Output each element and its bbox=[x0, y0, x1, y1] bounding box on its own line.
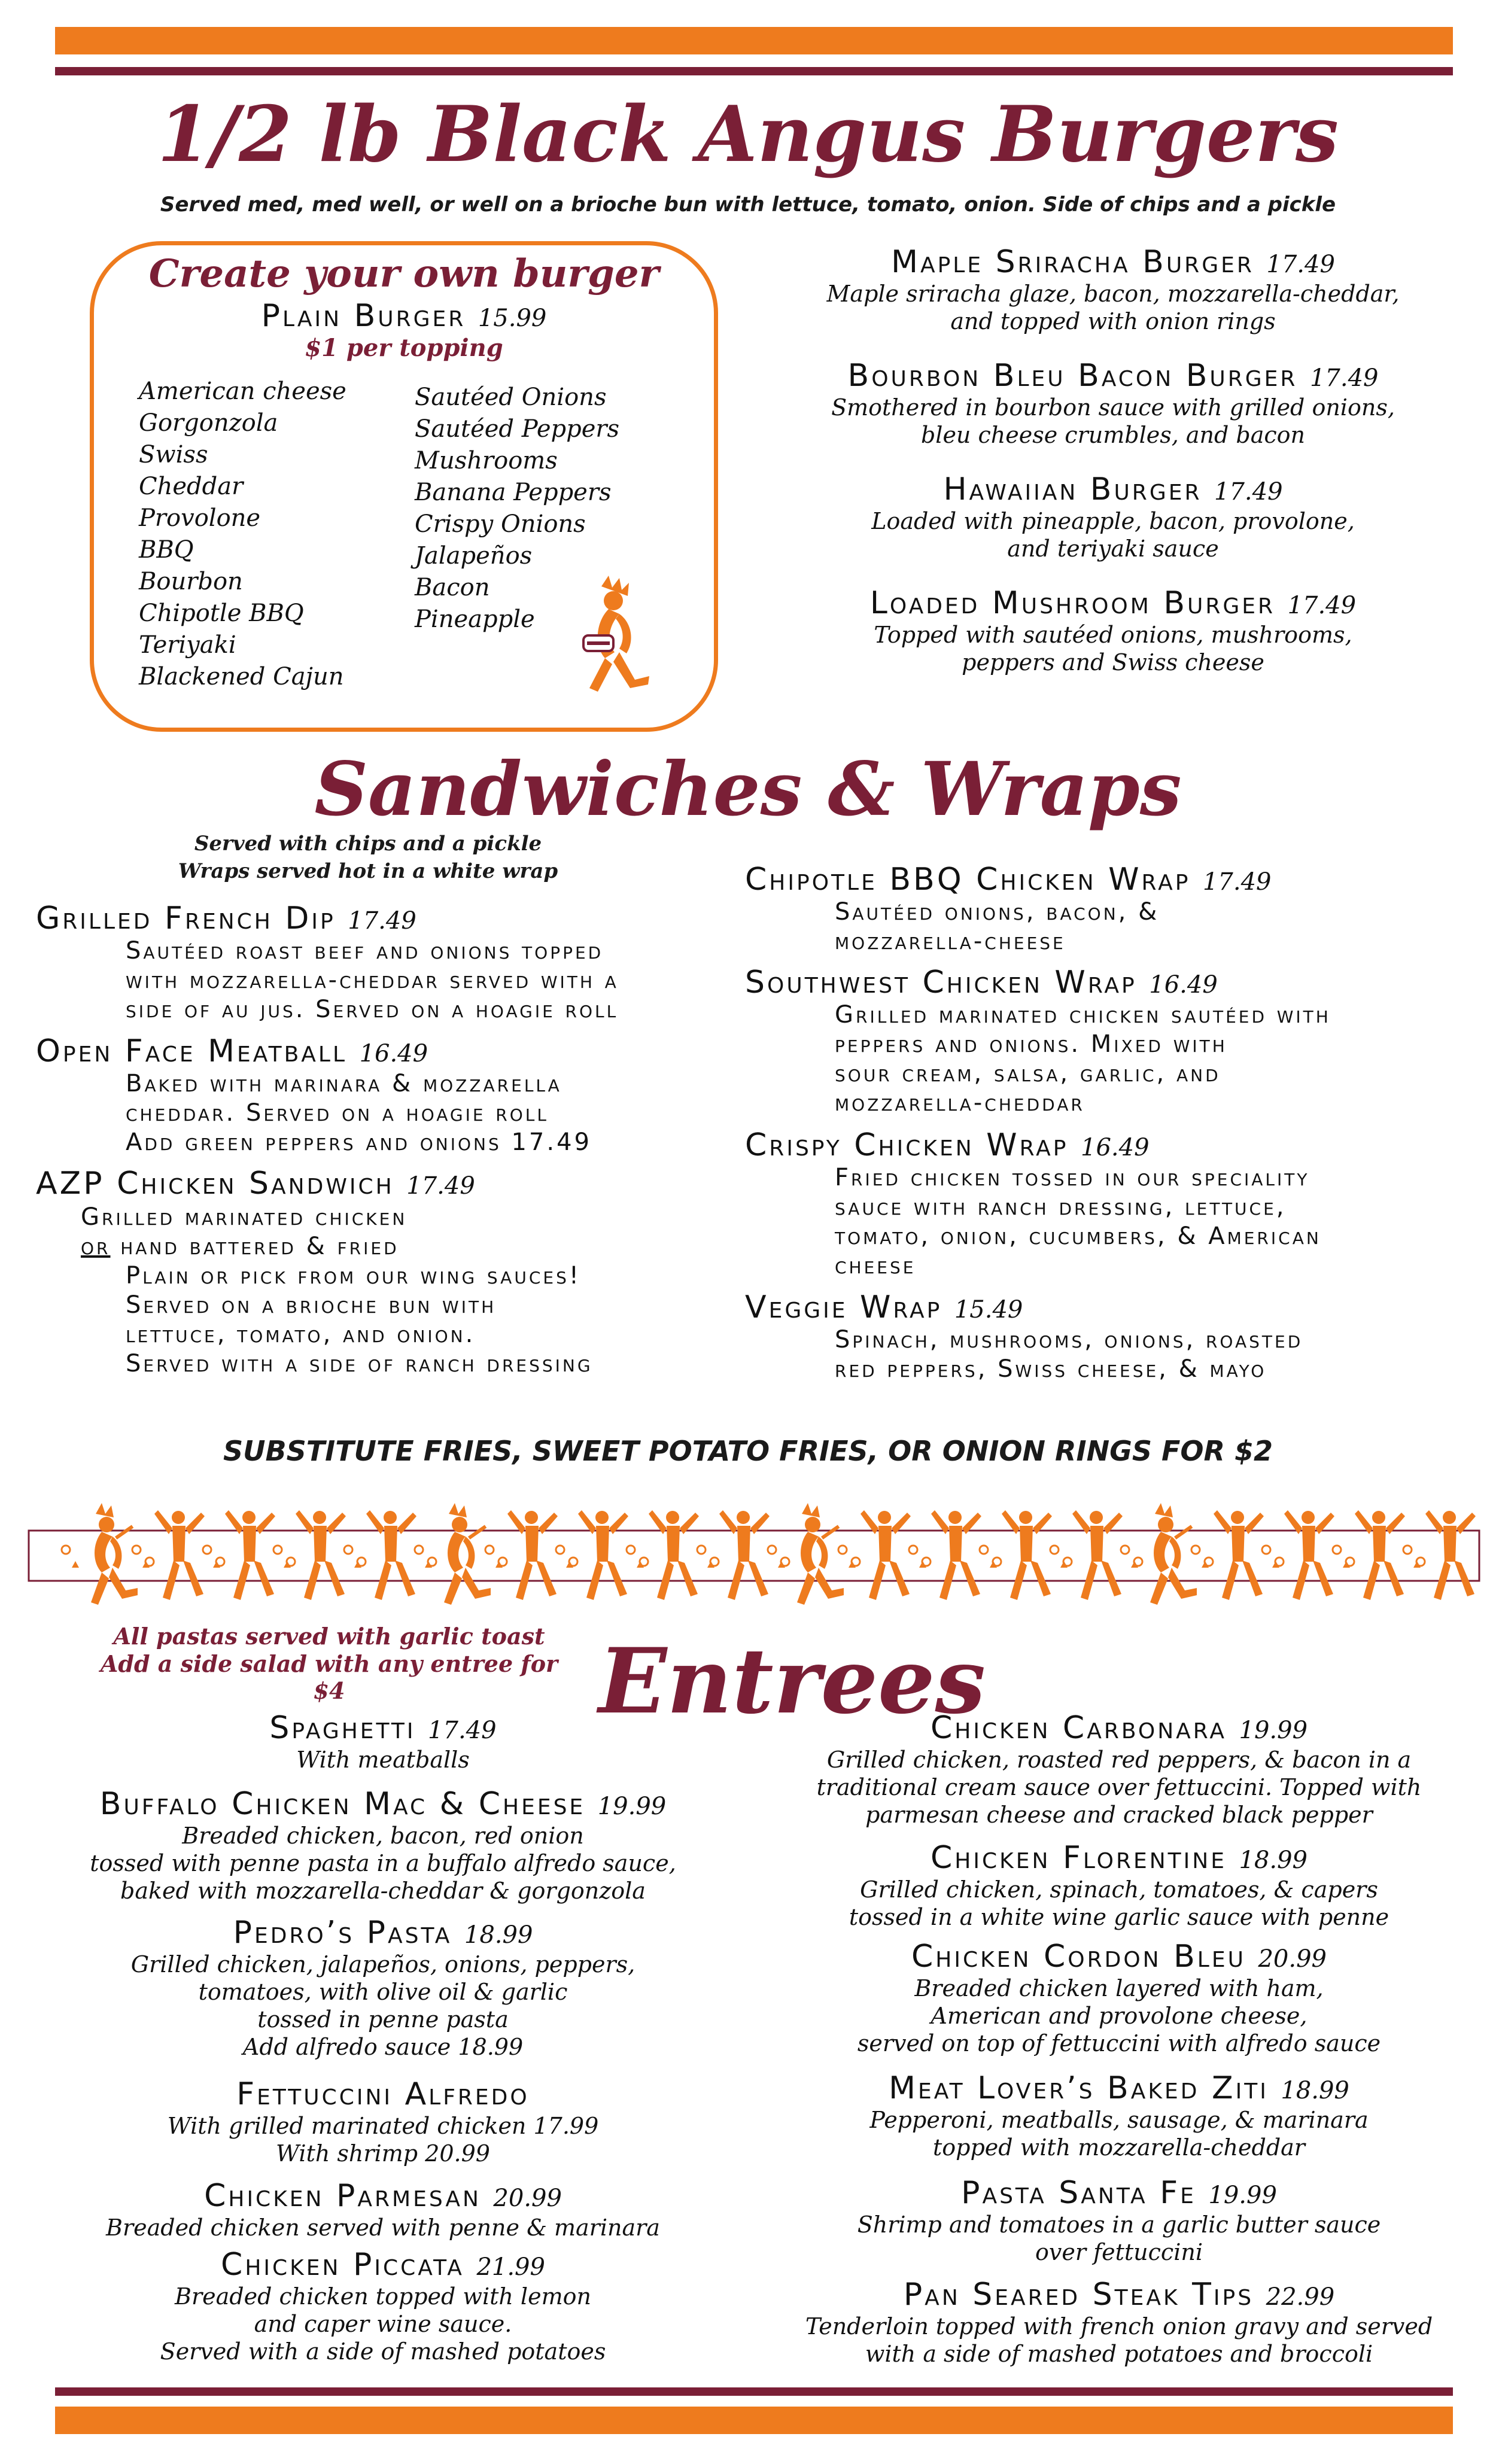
menu-item-name bbox=[745, 1289, 1303, 1325]
toppings-left-list bbox=[139, 376, 402, 693]
topping-item: Pineapple bbox=[415, 606, 535, 633]
sandwiches-note-2: Wraps served hot in a white wrap bbox=[178, 859, 558, 883]
item-desc-line: Tenderloin topped with french onion gravy and served bbox=[805, 2313, 1433, 2340]
menu-item-meat-lover-s-baked-ziti bbox=[766, 2070, 1472, 2161]
item-desc-line: baked with mozzarella-cheddar & gorgonzola bbox=[120, 1878, 646, 1904]
item-desc-line: served on top of fettuccini with alfredo sauce bbox=[857, 2030, 1381, 2057]
item-price: 18.99 bbox=[1239, 1847, 1308, 1874]
menu-item-name bbox=[766, 1939, 1472, 1975]
item-desc-line: With shrimp 20.99 bbox=[276, 2140, 490, 2167]
item-desc-line: topped with mozzarella-cheddar bbox=[933, 2134, 1305, 2161]
item-name-text: Southwest Chicken Wrap bbox=[745, 965, 1137, 1000]
menu-item-name bbox=[766, 2175, 1472, 2211]
bottom-orange-band bbox=[55, 2407, 1453, 2434]
item-desc-line: Smothered in bourbon sauce with grilled onions, bbox=[831, 394, 1395, 421]
item-price: 17.49 bbox=[1309, 364, 1379, 392]
menu-item-name bbox=[766, 2070, 1472, 2106]
menu-item-buffalo-chicken-mac-cheese bbox=[24, 1786, 742, 1905]
item-price: 20.99 bbox=[493, 2185, 562, 2212]
azp-or: or bbox=[81, 1233, 111, 1260]
item-price: 17.49 bbox=[406, 1172, 475, 1200]
item-desc-line: tomatoes, with olive oil & garlic bbox=[198, 1979, 568, 2005]
item-price: 16.49 bbox=[359, 1040, 428, 1067]
topping-item: Teriyaki bbox=[139, 631, 236, 659]
item-desc-line: Breaded chicken served with penne & marinara bbox=[106, 2214, 660, 2241]
item-desc-line: and teriyaki sauce bbox=[1007, 536, 1219, 562]
item-name-text: Pedro’s Pasta bbox=[233, 1915, 452, 1951]
item-desc-line: Add alfredo sauce 18.99 bbox=[242, 2034, 524, 2060]
item-name-text: Maple Sriracha Burger bbox=[891, 244, 1254, 280]
item-desc-line: Spinach, mushrooms, onions, roasted bbox=[835, 1326, 1303, 1353]
item-desc-line: Add green peppers and onions 17.49 bbox=[126, 1128, 592, 1156]
item-price: 15.49 bbox=[954, 1296, 1023, 1324]
item-price: 19.99 bbox=[1208, 2182, 1277, 2209]
menu-item-bourbon-bleu-bacon-burger bbox=[754, 358, 1472, 449]
burgers-title: 1/2 lb Black Angus Burgers bbox=[157, 90, 1339, 180]
item-price: 16.49 bbox=[1081, 1134, 1150, 1161]
item-desc-line: Topped with sautéed onions, mushrooms, bbox=[874, 622, 1352, 648]
topping-item: Swiss bbox=[139, 441, 208, 469]
item-price: 17.49 bbox=[1287, 592, 1357, 619]
menu-item-fettuccini-alfredo bbox=[24, 2076, 742, 2167]
item-price: 22.99 bbox=[1266, 2283, 1335, 2311]
item-desc-line: peppers and onions. Mixed with bbox=[835, 1030, 1227, 1058]
item-desc-line: Shrimp and tomatoes in a garlic butter sauce bbox=[857, 2211, 1381, 2238]
item-name-text: Chicken Piccata bbox=[221, 2247, 464, 2283]
item-desc-line: cheese bbox=[835, 1252, 916, 1279]
item-desc-line: mozzarella-cheddar bbox=[835, 1089, 1085, 1117]
item-desc-line: with a side of mashed potatoes and broccoli bbox=[865, 2341, 1373, 2367]
kokopelli-band bbox=[24, 1496, 1484, 1616]
topping-item: Banana Peppers bbox=[415, 479, 612, 506]
menu-item-chicken-parmesan bbox=[24, 2178, 742, 2241]
topping-item: Blackened Cajun bbox=[139, 663, 344, 690]
menu-item-crispy-chicken-wrap bbox=[745, 1127, 1321, 1280]
item-desc-line: bleu cheese crumbles, and bacon bbox=[920, 422, 1306, 448]
item-desc-line: sauce with ranch dressing, lettuce, bbox=[835, 1193, 1287, 1221]
menu-item-name bbox=[766, 2277, 1472, 2313]
item-name-text: Chicken Carbonara bbox=[930, 1710, 1227, 1746]
item-price: 17.49 bbox=[1214, 478, 1283, 506]
plain-burger-price: 15.99 bbox=[478, 305, 547, 332]
item-price: 20.99 bbox=[1258, 1945, 1327, 1973]
azp-desc bbox=[126, 1261, 593, 1379]
azp-line-2 bbox=[81, 1232, 593, 1261]
menu-item-name bbox=[36, 1166, 593, 1201]
entrees-title: Entrees bbox=[598, 1629, 986, 1734]
item-desc-line: tomato, onion, cucumbers, & American bbox=[835, 1222, 1321, 1250]
item-price: 16.49 bbox=[1149, 971, 1218, 999]
item-desc-line: with mozzarella-cheddar served with a bbox=[126, 966, 619, 994]
bottom-maroon-band bbox=[55, 2387, 1453, 2396]
item-name-text: Fettuccini Alfredo bbox=[236, 2076, 530, 2112]
per-topping-label: $1 per topping bbox=[305, 334, 503, 362]
item-desc-line: Maple sriracha glaze, bacon, mozzarella-cheddar, bbox=[826, 281, 1400, 307]
item-desc-line: Loaded with pineapple, bacon, provolone, bbox=[871, 508, 1355, 534]
menu-item-name bbox=[766, 1840, 1472, 1876]
item-price: 18.99 bbox=[1281, 2077, 1349, 2104]
menu-item-loaded-mushroom-burger bbox=[754, 585, 1472, 676]
item-desc-line: tossed with penne pasta in a buffalo alfredo sauce, bbox=[90, 1850, 676, 1876]
item-name-text: Bourbon Bleu Bacon Burger bbox=[847, 358, 1298, 394]
menu-item-name bbox=[24, 1786, 742, 1822]
item-desc-line: and caper wine sauce. bbox=[254, 2311, 512, 2337]
topping-item: Bacon bbox=[415, 574, 490, 601]
item-name-text: Spaghetti bbox=[269, 1710, 416, 1746]
item-name-text: AZP Chicken Sandwich bbox=[36, 1166, 394, 1201]
topping-item: Bourbon bbox=[139, 568, 243, 595]
item-name-text: Veggie Wrap bbox=[745, 1289, 942, 1325]
azp-line-1: Grilled marinated chicken bbox=[81, 1203, 408, 1231]
item-desc-line: Plain or pick from our wing sauces! bbox=[126, 1262, 581, 1289]
top-maroon-band bbox=[55, 67, 1453, 75]
menu-item-name bbox=[24, 1710, 742, 1746]
menu-item-name bbox=[754, 244, 1472, 280]
topping-item: Provolone bbox=[139, 504, 261, 532]
item-price: 19.99 bbox=[597, 1793, 667, 1820]
topping-item: Sautéed Onions bbox=[415, 384, 607, 411]
item-desc-line: and topped with onion rings bbox=[950, 308, 1276, 334]
item-desc-line: Grilled marinated chicken sautéed with bbox=[835, 1001, 1331, 1029]
azp-line-2-text: hand battered & fried bbox=[120, 1233, 399, 1260]
entrees-note-2: Add a side salad with any entree for $4 bbox=[100, 1650, 558, 1704]
item-desc-line: traditional cream sauce over fettuccini. Topped with bbox=[816, 1774, 1422, 1800]
item-desc-line: tossed in penne pasta bbox=[257, 2006, 509, 2033]
sandwiches-note-1: Served with chips and a pickle bbox=[194, 832, 542, 856]
item-price: 18.99 bbox=[464, 1921, 533, 1949]
item-desc-line: American and provolone cheese, bbox=[931, 2003, 1308, 2029]
menu-item-name bbox=[24, 2247, 742, 2283]
item-name-text: Chicken Florentine bbox=[931, 1840, 1227, 1876]
item-desc-line: Breaded chicken, bacon, red onion bbox=[182, 1823, 584, 1849]
item-desc-line: lettuce, tomato, and onion. bbox=[126, 1321, 476, 1348]
topping-item: American cheese bbox=[139, 378, 346, 405]
item-name-text: Pan Seared Steak Tips bbox=[903, 2277, 1254, 2313]
menu-item-name bbox=[766, 1710, 1472, 1746]
menu-item-hawaiian-burger bbox=[754, 471, 1472, 562]
topping-item: BBQ bbox=[139, 536, 194, 564]
item-desc-line: Breaded chicken topped with lemon bbox=[175, 2283, 591, 2310]
item-desc-line: tossed in a white wine garlic sauce with penne bbox=[849, 1904, 1389, 1930]
menu-item-azp-chicken-sandwich bbox=[36, 1166, 593, 1379]
item-desc-line: Grilled chicken, spinach, tomatoes, & capers bbox=[860, 1876, 1378, 1903]
item-name-text: Meat Lover’s Baked Ziti bbox=[889, 2070, 1269, 2106]
menu-item-chipotle-bbq-chicken-wrap bbox=[745, 862, 1271, 956]
menu-item-name bbox=[754, 585, 1472, 621]
plain-burger-label: Plain Burger bbox=[261, 298, 466, 334]
item-price: 21.99 bbox=[476, 2253, 545, 2281]
sandwiches-title: Sandwiches & Wraps bbox=[314, 746, 1182, 833]
item-desc-line: Fried chicken tossed in our speciality bbox=[835, 1164, 1310, 1191]
entrees-note-1: All pastas served with garlic toast bbox=[113, 1623, 545, 1650]
item-desc-line: cheddar. Served on a hoagie roll bbox=[126, 1099, 549, 1127]
item-name-text: Chicken Parmesan bbox=[204, 2178, 481, 2214]
menu-item-name bbox=[36, 901, 619, 936]
menu-item-name bbox=[24, 2076, 742, 2112]
create-title: Create your own burger bbox=[148, 251, 659, 296]
substitute-note: SUBSTITUTE FRIES, SWEET POTATO FRIES, OR ONION RINGS FOR $2 bbox=[223, 1435, 1273, 1467]
item-desc-line: Served with a side of mashed potatoes bbox=[160, 2338, 606, 2365]
topping-item: Jalapeños bbox=[415, 542, 533, 570]
item-desc-line: Served on a brioche bun with bbox=[126, 1291, 497, 1319]
item-desc-line: peppers and Swiss cheese bbox=[962, 649, 1264, 676]
item-price: 17.49 bbox=[1202, 868, 1272, 896]
menu-item-chicken-piccata bbox=[24, 2247, 742, 2365]
menu-item-name bbox=[745, 965, 1331, 1000]
menu-item-name bbox=[745, 1127, 1321, 1163]
item-name-text: Pasta Santa Fe bbox=[961, 2175, 1196, 2211]
menu-item-southwest-chicken-wrap bbox=[745, 965, 1331, 1118]
item-name-text: Hawaiian Burger bbox=[943, 471, 1202, 507]
menu-item-name bbox=[745, 862, 1271, 898]
item-price: 17.49 bbox=[348, 907, 416, 935]
menu-item-grilled-french-dip bbox=[36, 901, 619, 1024]
menu-item-name bbox=[754, 358, 1472, 394]
menu-item-pedro-s-pasta bbox=[24, 1915, 742, 2061]
menu-item-chicken-florentine bbox=[766, 1840, 1472, 1931]
item-name-text: Buffalo Chicken Mac & Cheese bbox=[99, 1786, 586, 1822]
item-name-text: Grilled French Dip bbox=[36, 901, 336, 936]
item-desc-line: parmesan cheese and cracked black pepper bbox=[865, 1802, 1373, 1828]
topping-item: Mushrooms bbox=[415, 447, 558, 474]
item-desc-line: With grilled marinated chicken 17.99 bbox=[167, 2113, 599, 2139]
menu-item-spaghetti bbox=[24, 1710, 742, 1774]
menu-item-name bbox=[754, 471, 1472, 507]
item-desc-line: Served with a side of ranch dressing bbox=[126, 1350, 593, 1377]
kokopelli-icon bbox=[577, 574, 655, 700]
menu-item-maple-sriracha-burger bbox=[754, 244, 1472, 335]
item-price: 19.99 bbox=[1239, 1717, 1308, 1744]
topping-item: Cheddar bbox=[139, 473, 244, 500]
menu-item-pasta-santa-fe bbox=[766, 2175, 1472, 2266]
item-desc-line: With meatballs bbox=[296, 1747, 470, 1773]
item-desc-line: Sautéed onions, bacon, & bbox=[835, 898, 1160, 926]
menu-item-pan-seared-steak-tips bbox=[766, 2277, 1472, 2368]
topping-item: Gorgonzola bbox=[139, 409, 278, 437]
burgers-subtitle: Served med, med well, or well on a brioche bun with lettuce, tomato, onion. Side of chips and a pickle bbox=[160, 193, 1336, 217]
menu-item-name bbox=[24, 2178, 742, 2214]
item-desc-line: over fettuccini bbox=[1035, 2239, 1203, 2265]
item-name-text: Crispy Chicken Wrap bbox=[745, 1127, 1069, 1163]
item-name-text: Chicken Cordon Bleu bbox=[911, 1939, 1246, 1975]
item-desc-line: Breaded chicken layered with ham, bbox=[914, 1975, 1324, 2001]
item-desc-line: side of au jus. Served on a hoagie roll bbox=[126, 996, 619, 1023]
item-desc-line: mozzarella-cheese bbox=[835, 927, 1066, 955]
item-desc-line: Pepperoni, meatballs, sausage, & marinara bbox=[869, 2107, 1369, 2133]
menu-item-veggie-wrap bbox=[745, 1289, 1303, 1384]
top-orange-band bbox=[55, 27, 1453, 54]
menu-item-open-face-meatball bbox=[36, 1033, 592, 1157]
menu-item-chicken-carbonara bbox=[766, 1710, 1472, 1829]
menu-item-name bbox=[36, 1033, 592, 1069]
item-price: 17.49 bbox=[1266, 251, 1335, 278]
item-name-text: Loaded Mushroom Burger bbox=[869, 585, 1276, 621]
item-price: 17.49 bbox=[428, 1717, 497, 1744]
plain-burger-name bbox=[90, 298, 718, 334]
topping-item: Sautéed Peppers bbox=[415, 415, 620, 443]
item-desc-line: Grilled chicken, roasted red peppers, & bacon in a bbox=[826, 1747, 1412, 1773]
item-desc-line: Baked with marinara & mozzarella bbox=[126, 1070, 562, 1097]
item-desc-line: red peppers, Swiss cheese, & mayo bbox=[835, 1355, 1267, 1383]
item-desc-line: Grilled chicken, jalapeños, onions, peppers, bbox=[130, 1951, 636, 1978]
topping-item: Chipotle BBQ bbox=[139, 600, 304, 627]
menu-item-name bbox=[24, 1915, 742, 1951]
item-desc-line: sour cream, salsa, garlic, and bbox=[835, 1060, 1221, 1087]
menu-item-chicken-cordon-bleu bbox=[766, 1939, 1472, 2057]
item-desc-line: Sautéed roast beef and onions topped bbox=[126, 937, 604, 965]
topping-item: Crispy Onions bbox=[415, 510, 586, 538]
item-name-text: Chipotle BBQ Chicken Wrap bbox=[745, 862, 1191, 898]
item-name-text: Open Face Meatball bbox=[36, 1033, 348, 1069]
